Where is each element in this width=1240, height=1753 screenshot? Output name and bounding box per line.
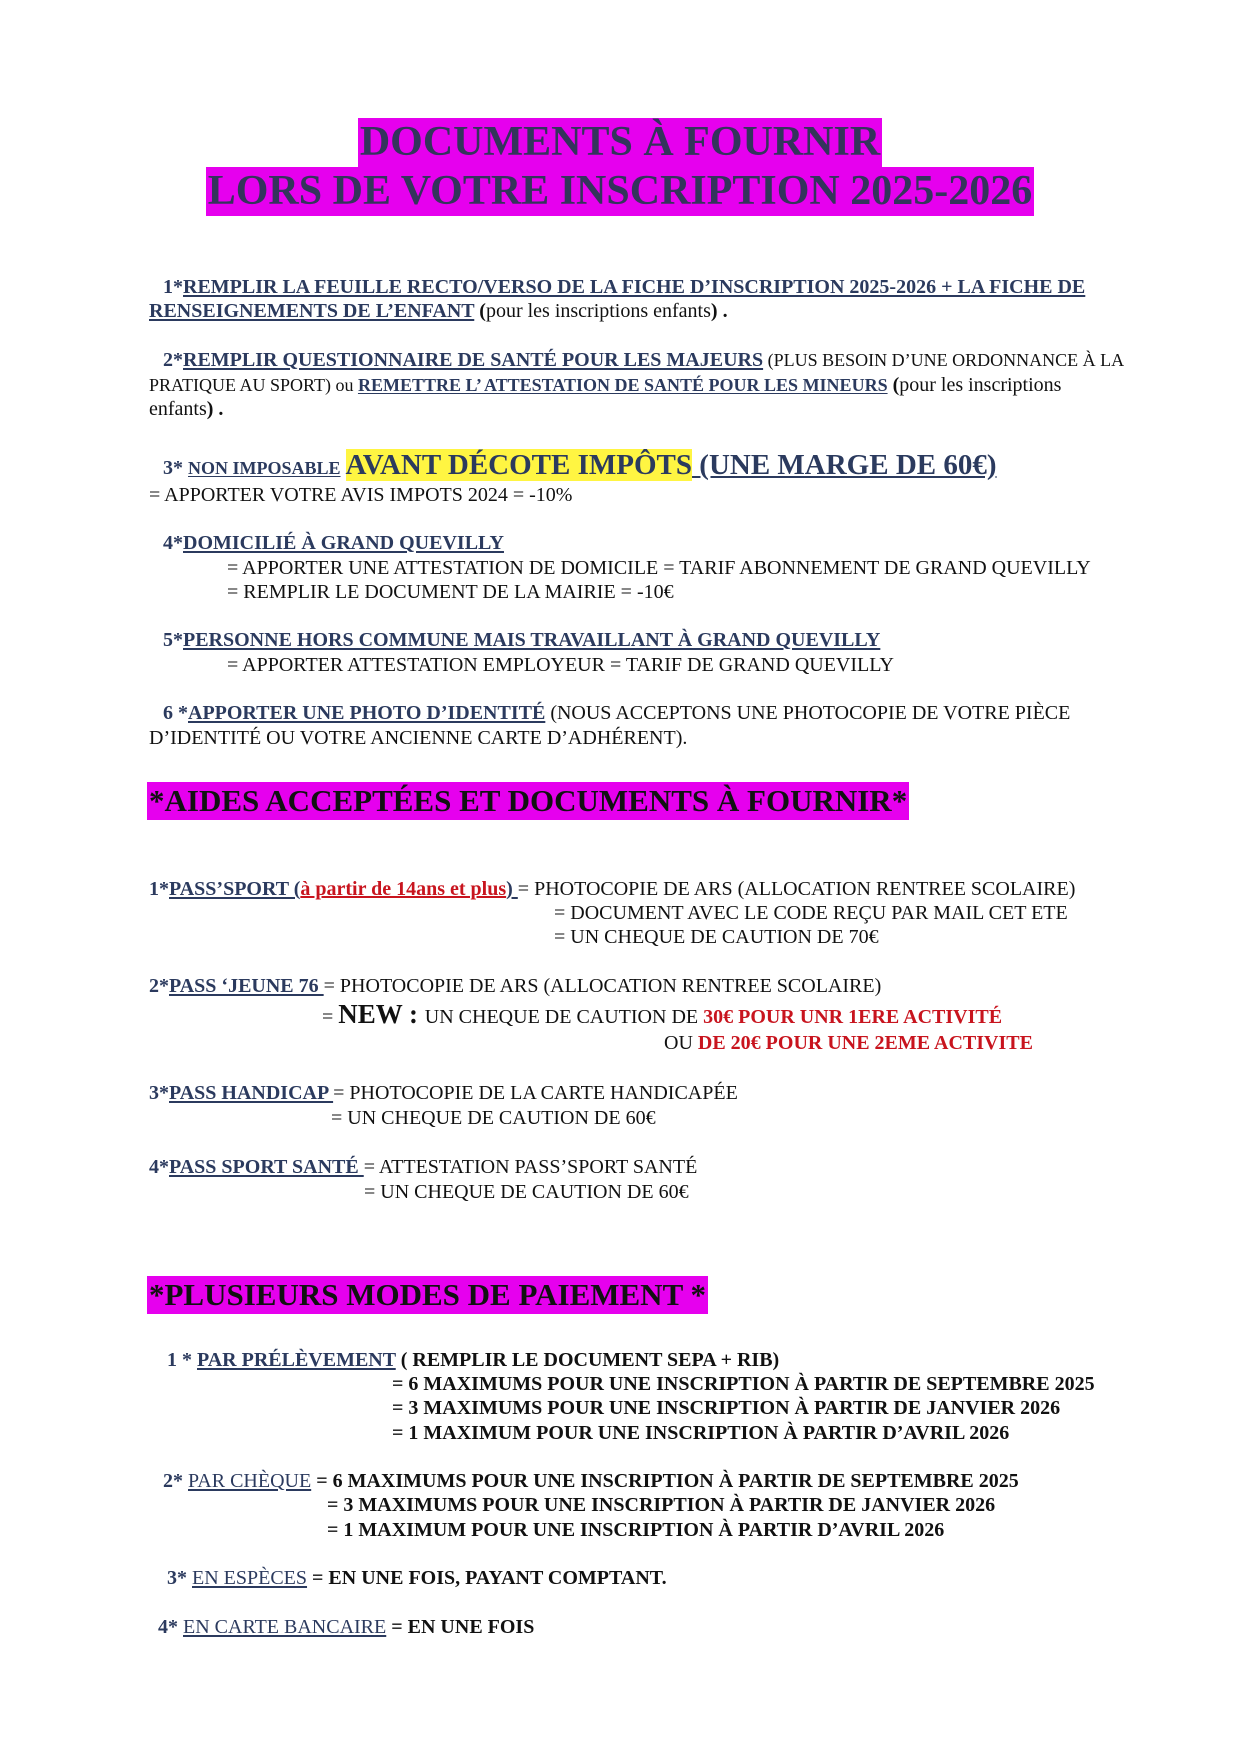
item-text: = APPORTER UNE ATTESTATION DE DOMICILE = TARIF ABONNEMENT DE GRAND QUEVILLY bbox=[227, 557, 1091, 579]
item-number: 2* bbox=[149, 975, 169, 997]
item-note: enfants bbox=[149, 398, 207, 420]
item-number: 3* bbox=[163, 457, 188, 479]
paiement-item-1-line-3 bbox=[392, 1421, 1009, 1445]
item-text: = PHOTOCOPIE DE LA CARTE HANDICAPÉE bbox=[333, 1082, 738, 1104]
item-number: 1* bbox=[163, 276, 183, 298]
item-number: 3* bbox=[167, 1567, 192, 1589]
item-text: OU bbox=[664, 1032, 698, 1054]
item-text: = 1 MAXIMUM POUR UNE INSCRIPTION À PARTIR D’AVRIL 2026 bbox=[327, 1519, 945, 1541]
new-label: NEW : bbox=[338, 999, 425, 1029]
item-text: = ATTESTATION PASS’SPORT SANTÉ bbox=[363, 1156, 698, 1178]
item-text: = UN CHEQUE DE CAUTION DE 70€ bbox=[554, 926, 879, 948]
paiement-item-4 bbox=[158, 1615, 534, 1639]
item-link: PASS HANDICAP bbox=[169, 1082, 334, 1104]
item-text: = EN UNE FOIS bbox=[386, 1616, 535, 1638]
item-text: = 3 MAXIMUMS POUR UNE INSCRIPTION À PARTIR DE JANVIER 2026 bbox=[392, 1397, 1061, 1419]
paiement-item-1-line-1 bbox=[392, 1372, 1095, 1396]
item-link: PASS SPORT SANTÉ bbox=[169, 1156, 364, 1178]
item-text: = PHOTOCOPIE DE ARS (ALLOCATION RENTREE SCOLAIRE) bbox=[323, 975, 882, 997]
marge-text: (UNE MARGE DE 60€) bbox=[692, 449, 997, 481]
section-heading-aides: *AIDES ACCEPTÉES ET DOCUMENTS À FOURNIR* bbox=[149, 783, 908, 818]
item-number: 3* bbox=[149, 1082, 169, 1104]
doc-item-2 bbox=[163, 348, 1124, 372]
aide-item-3 bbox=[149, 1081, 738, 1105]
item-link: PAR PRÉLÈVEMENT bbox=[197, 1349, 396, 1371]
paren-open: ( bbox=[474, 300, 486, 322]
aide-item-2-line-2 bbox=[322, 998, 1002, 1033]
aide-item-4 bbox=[149, 1155, 697, 1179]
item-link-end: ) bbox=[506, 878, 518, 900]
page-title bbox=[0, 118, 1240, 216]
item-note: PRATIQUE AU SPORT) ou bbox=[149, 375, 358, 395]
paiement-item-1-line-2 bbox=[392, 1396, 1060, 1420]
item-link: PASS’SPORT ( bbox=[169, 878, 301, 900]
item-number: 2* bbox=[163, 349, 183, 371]
doc-item-4-line-1 bbox=[227, 556, 1091, 580]
item-link: DOMICILIÉ À GRAND QUEVILLY bbox=[183, 532, 504, 554]
item-number: 4* bbox=[158, 1616, 183, 1638]
price-second-activity: DE 20€ POUR UNE 2EME ACTIVITE bbox=[697, 1032, 1033, 1054]
title-line-2: LORS DE VOTRE INSCRIPTION 2025-2026 bbox=[207, 168, 1033, 214]
doc-item-5 bbox=[163, 628, 880, 652]
paiement-item-2-line-2 bbox=[327, 1493, 995, 1517]
item-number: 5* bbox=[163, 629, 183, 651]
paiement-item-2-line-3 bbox=[327, 1518, 944, 1542]
paren-close: ) . bbox=[206, 398, 224, 420]
paiement-item-2 bbox=[163, 1469, 1019, 1493]
item-number: 4* bbox=[163, 532, 183, 554]
item-link: APPORTER UNE PHOTO D’IDENTITÉ bbox=[188, 702, 546, 724]
item-number: 2* bbox=[163, 1470, 188, 1492]
doc-item-4-line-2 bbox=[227, 580, 674, 604]
doc-item-3-cont bbox=[149, 483, 572, 507]
price-first-activity: 30€ POUR UNR 1ERE ACTIVITÉ bbox=[703, 1006, 1003, 1028]
doc-item-4 bbox=[163, 531, 504, 555]
aide-item-1-line-2 bbox=[554, 901, 1068, 925]
item-link: EN CARTE BANCAIRE bbox=[183, 1616, 387, 1638]
item-text: UN CHEQUE DE CAUTION DE bbox=[424, 1006, 704, 1028]
item-text: = bbox=[322, 1006, 339, 1028]
aide-item-4-line-2 bbox=[364, 1180, 689, 1204]
item-link: REMPLIR QUESTIONNAIRE DE SANTÉ POUR LES MAJEURS bbox=[183, 349, 764, 371]
item-number: 1 * bbox=[167, 1349, 197, 1371]
item-text: = APPORTER ATTESTATION EMPLOYEUR = TARIF DE GRAND QUEVILLY bbox=[227, 654, 894, 676]
doc-item-3 bbox=[163, 448, 997, 485]
aide-item-2 bbox=[149, 974, 881, 998]
item-link: PASS ‘JEUNE 76 bbox=[169, 975, 324, 997]
item-text: = EN UNE FOIS, PAYANT COMPTANT. bbox=[307, 1567, 667, 1589]
item-note: (PLUS BESOIN D’UNE ORDONNANCE À LA bbox=[763, 350, 1125, 370]
item-text: = UN CHEQUE DE CAUTION DE 60€ bbox=[364, 1181, 689, 1203]
item-link: REMPLIR LA FEUILLE RECTO/VERSO DE LA FICHE D’INSCRIPTION 2025-2026 + LA FICHE DE bbox=[183, 276, 1086, 298]
aide-item-2-line-3 bbox=[664, 1031, 1033, 1055]
item-link: RENSEIGNEMENTS DE L’ENFANT bbox=[149, 300, 475, 322]
age-note: à partir de 14ans et plus bbox=[300, 878, 507, 900]
highlight-text: AVANT DÉCOTE IMPÔTS bbox=[345, 449, 693, 481]
item-note: D’IDENTITÉ OU VOTRE ANCIENNE CARTE D’ADHÉRENT). bbox=[149, 727, 688, 749]
item-text: = UN CHEQUE DE CAUTION DE 60€ bbox=[331, 1107, 656, 1129]
paiement-item-1 bbox=[167, 1348, 779, 1372]
item-number: 4* bbox=[149, 1156, 169, 1178]
aide-item-1-line-3 bbox=[554, 925, 879, 949]
paiement-item-3 bbox=[167, 1566, 667, 1590]
item-note: (NOUS ACCEPTONS UNE PHOTOCOPIE DE VOTRE PIÈCE bbox=[545, 702, 1071, 724]
item-note: pour les inscriptions bbox=[899, 374, 1062, 396]
item-text: = 1 MAXIMUM POUR UNE INSCRIPTION À PARTIR D’AVRIL 2026 bbox=[392, 1422, 1010, 1444]
item-number: 1* bbox=[149, 878, 169, 900]
item-note: ( REMPLIR LE DOCUMENT SEPA + RIB) bbox=[395, 1349, 780, 1371]
item-number: 6 * bbox=[163, 702, 188, 724]
paren-close: ) . bbox=[710, 300, 728, 322]
item-link: PERSONNE HORS COMMUNE MAIS TRAVAILLANT À GRAND QUEVILLY bbox=[183, 629, 881, 651]
item-text: = PHOTOCOPIE DE ARS (ALLOCATION RENTREE SCOLAIRE) bbox=[517, 878, 1076, 900]
paren-open: ( bbox=[887, 374, 900, 396]
item-note: pour les inscriptions enfants bbox=[485, 300, 711, 322]
doc-item-6 bbox=[163, 701, 1070, 725]
item-text: = 6 MAXIMUMS POUR UNE INSCRIPTION À PARTIR DE SEPTEMBRE 2025 bbox=[311, 1470, 1019, 1492]
section-heading-paiement: *PLUSIEURS MODES DE PAIEMENT * bbox=[149, 1277, 706, 1312]
item-link: REMETTRE L’ ATTESTATION DE SANTÉ POUR LES MINEURS bbox=[357, 375, 888, 395]
item-text: = REMPLIR LE DOCUMENT DE LA MAIRIE = -10€ bbox=[227, 581, 674, 603]
item-link: PAR CHÈQUE bbox=[188, 1470, 312, 1492]
item-text: = DOCUMENT AVEC LE CODE REÇU PAR MAIL CET ETE bbox=[554, 902, 1068, 924]
item-link: NON IMPOSABLE bbox=[188, 458, 341, 478]
item-text: = 3 MAXIMUMS POUR UNE INSCRIPTION À PARTIR DE JANVIER 2026 bbox=[327, 1494, 996, 1516]
doc-item-2-cont bbox=[149, 373, 1061, 397]
doc-item-2-end bbox=[149, 397, 223, 421]
doc-item-1-cont bbox=[149, 299, 728, 323]
item-text: = 6 MAXIMUMS POUR UNE INSCRIPTION À PARTIR DE SEPTEMBRE 2025 bbox=[392, 1373, 1095, 1395]
doc-item-1 bbox=[163, 275, 1085, 299]
aide-item-1 bbox=[149, 877, 1075, 901]
doc-item-5-line-1 bbox=[227, 653, 894, 677]
item-link: EN ESPÈCES bbox=[192, 1567, 308, 1589]
doc-item-6-cont bbox=[149, 726, 687, 750]
aide-item-3-line-2 bbox=[331, 1106, 656, 1130]
title-line-1: DOCUMENTS À FOURNIR bbox=[359, 119, 881, 165]
item-text: = APPORTER VOTRE AVIS IMPOTS 2024 = -10% bbox=[149, 484, 573, 506]
